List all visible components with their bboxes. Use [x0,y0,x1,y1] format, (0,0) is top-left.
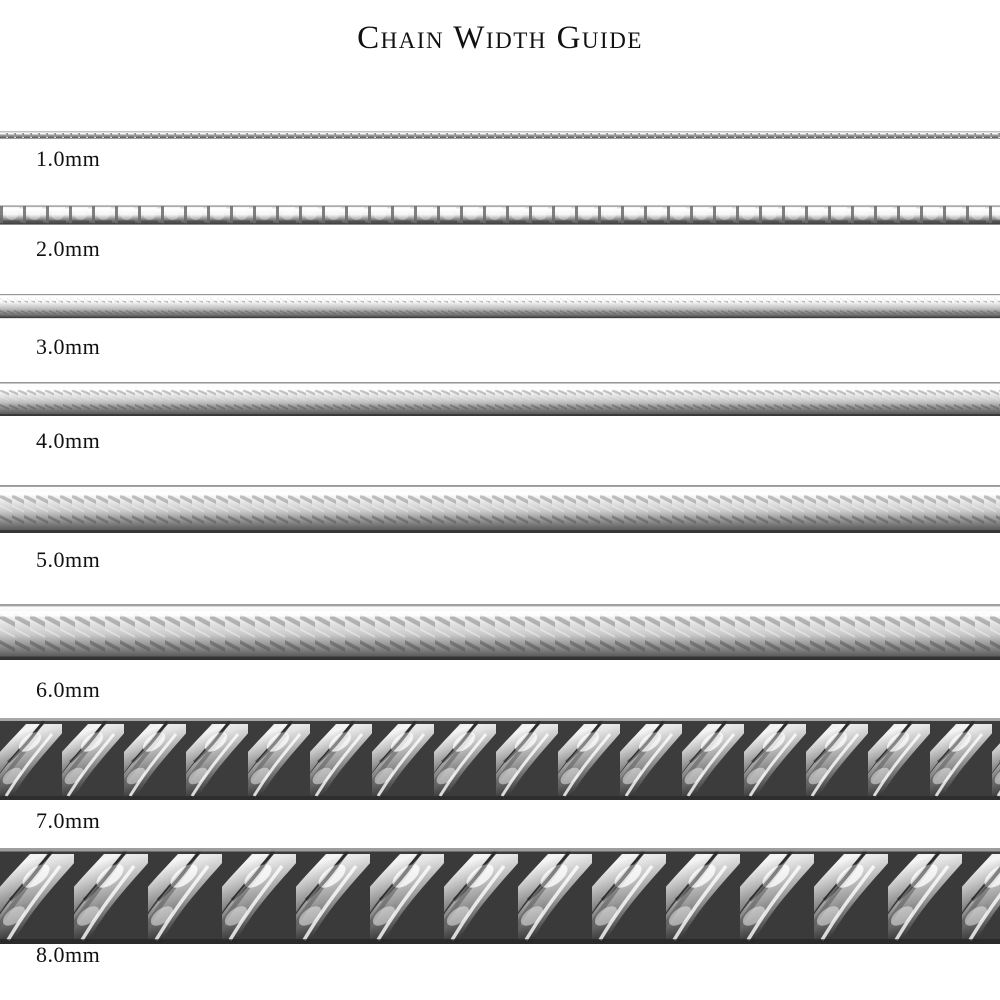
chain-label-5: 5.0mm [36,547,101,572]
chain-swatch-8 [0,848,1000,944]
chain-label-4: 4.0mm [36,428,101,453]
chain-swatch-4 [0,380,1000,418]
chain-swatch-1 [0,128,1000,142]
chain-graphic-box [0,202,1000,228]
chain-graphic-snake-fine [0,292,1000,320]
chain-graphic-box-fine [0,128,1000,142]
chain-label-8: 8.0mm [36,942,101,967]
chain-graphic-rope-wide [0,848,1000,944]
chain-label-7: 7.0mm [36,808,101,833]
chain-label-2: 2.0mm [36,236,101,261]
chain-graphic-snake-wide [0,482,1000,536]
chain-swatch-7 [0,718,1000,800]
page-title: Chain Width Guide [357,20,643,56]
chain-graphic-snake-widest [0,600,1000,664]
chain-swatch-6 [0,600,1000,664]
chain-label-1: 1.0mm [36,146,101,171]
chain-label-6: 6.0mm [36,677,101,702]
chain-swatch-3 [0,292,1000,320]
chain-graphic-rope [0,718,1000,800]
chain-swatch-5 [0,482,1000,536]
chain-graphic-snake [0,380,1000,418]
chain-label-3: 3.0mm [36,334,101,359]
chain-swatch-2 [0,202,1000,228]
